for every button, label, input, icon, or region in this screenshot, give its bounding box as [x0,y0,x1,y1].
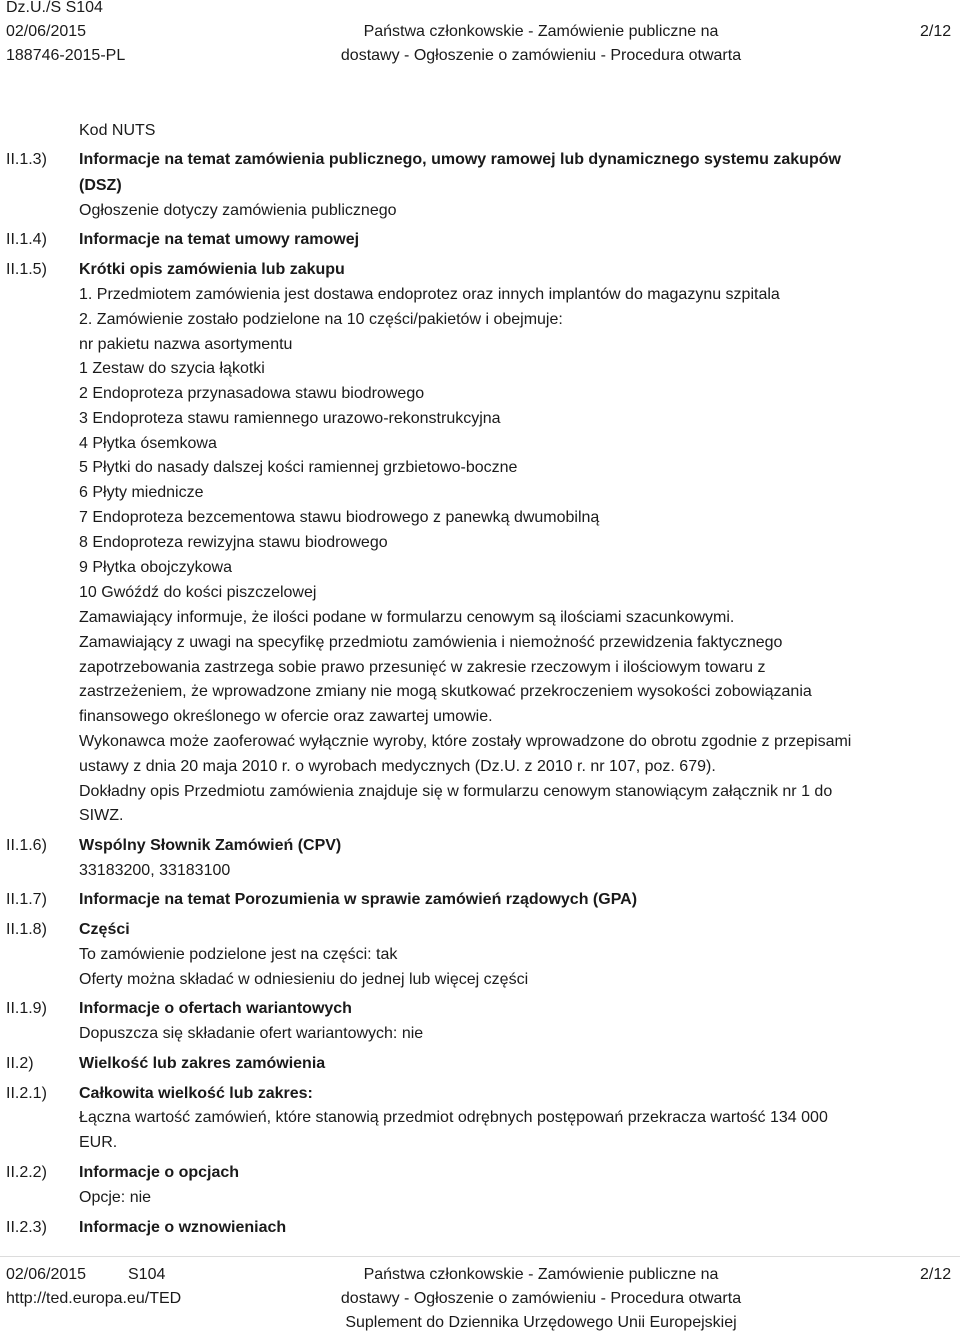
section-heading: Wielkość lub zakres zamówienia [79,1055,326,1072]
description-line: finansowego określonego w ofercie oraz zawartej umowie. [79,708,493,725]
section-heading: Krótki opis zamówienia lub zakupu [79,261,345,278]
description-line: Wykonawca może zaoferować wyłącznie wyroby, które zostały wprowadzone do obrotu zgodnie z przepisami [79,733,852,750]
section-heading: Informacje na temat zamówienia publicznego, umowy ramowej lub dynamicznego systemu zakupów [79,151,841,168]
header-title-line1: Państwa członkowskie - Zamówienie publiczne na [363,23,719,40]
description-line: Zamawiający z uwagi na specyfikę przedmiotu zamówienia i niemożność przewidzenia faktycznego [79,634,783,651]
section-heading: Informacje na temat umowy ramowej [79,231,360,248]
package-item: 4 Płytka ósemkowa [79,435,217,452]
description-line: Dokładny opis Przedmiotu zamówienia znajduje się w formularzu cenowym stanowiącym załącznik nr 1 do [79,783,833,800]
section-heading: Całkowita wielkość lub zakres: [79,1085,313,1102]
section-number: II.1.5) [6,261,47,278]
header-title-line2: dostawy - Ogłoszenie o zamówieniu - Procedura otwarta [340,47,742,64]
section-number: II.1.8) [6,921,47,938]
section-text: Ogłoszenie dotyczy zamówienia publicznego [79,202,397,219]
header-page-number: 2/12 [920,23,952,40]
section-text: Łączna wartość zamówień, które stanowią przedmiot odrębnych postępowań przekracza wartość 134 000 [79,1109,828,1126]
description-line: 1. Przedmiotem zamówienia jest dostawa endoprotez oraz innych implantów do magazynu szpitala [79,286,780,303]
section-number: II.1.4) [6,231,47,248]
section-number: II.2.2) [6,1164,47,1181]
section-text: EUR. [79,1134,118,1151]
notice-ref: 188746-2015-PL [6,47,126,64]
description-line: nr pakietu nazwa asortymentu [79,336,293,353]
footer-title-line1: Państwa członkowskie - Zamówienie publiczne na [363,1266,719,1283]
section-heading: Części [79,921,130,938]
description-line: Zamawiający informuje, że ilości podane w formularzu cenowym są ilościami szacunkowymi. [79,609,735,626]
section-number: II.2) [6,1055,34,1072]
footer-title-line3: Suplement do Dziennika Urzędowego Unii Europejskiej [345,1314,737,1331]
section-heading: Informacje o ofertach wariantowych [79,1000,352,1017]
section-number: II.2.3) [6,1219,47,1236]
description-line: 2. Zamówienie zostało podzielone na 10 części/pakietów i obejmuje: [79,311,563,328]
footer-date: 02/06/2015 [6,1266,87,1283]
package-item: 10 Gwóźdź do kości piszczelowej [79,584,317,601]
section-heading: (DSZ) [79,177,122,194]
package-item: 8 Endoproteza rewizyjna stawu biodrowego [79,534,388,551]
package-item: 1 Zestaw do szycia łąkotki [79,360,265,377]
journal-ref: Dz.U./S S104 [6,0,103,16]
section-text: Opcje: nie [79,1189,152,1206]
footer-page-number: 2/12 [920,1266,952,1283]
section-text: Oferty można składać w odniesieniu do jednej lub więcej części [79,971,529,988]
section-heading: Informacje o opcjach [79,1164,240,1181]
section-number: II.1.7) [6,891,47,908]
package-item: 9 Płytka obojczykowa [79,559,232,576]
section-number: II.1.6) [6,837,47,854]
cpv-codes: 33183200, 33183100 [79,862,231,879]
section-number: II.1.9) [6,1000,47,1017]
section-number: II.2.1) [6,1085,47,1102]
section-text: Dopuszcza się składanie ofert wariantowych: nie [79,1025,424,1042]
section-number: II.1.3) [6,151,47,168]
section-heading: Informacje na temat Porozumienia w sprawie zamówień rządowych (GPA) [79,891,638,908]
description-line: zastrzeżeniem, że wprowadzone zmiany nie mogą skutkować przekroczeniem wysokości zobowiązania [79,683,812,700]
package-item: 3 Endoproteza stawu ramiennego urazowo-rekonstrukcyjna [79,410,501,427]
package-item: 2 Endoproteza przynasadowa stawu biodrowego [79,385,425,402]
package-item: 7 Endoproteza bezcementowa stawu biodrowego z panewką dwumobilną [79,509,600,526]
footer-series: S104 [128,1266,166,1283]
section-text: To zamówienie podzielone jest na części: tak [79,946,398,963]
package-item: 6 Płyty miednicze [79,484,204,501]
footer-title-line2: dostawy - Ogłoszenie o zamówieniu - Procedura otwarta [340,1290,742,1307]
description-line: ustawy z dnia 20 maja 2010 r. o wyrobach medycznych (Dz.U. z 2010 r. nr 107, poz. 679). [79,758,716,775]
footer-divider [0,1256,960,1257]
section-heading: Wspólny Słownik Zamówień (CPV) [79,837,342,854]
header-date: 02/06/2015 [6,23,87,40]
description-line: SIWZ. [79,807,124,824]
section-heading: Informacje o wznowieniach [79,1219,287,1236]
description-line: zapotrzebowania zastrzega sobie prawo przesunięć w zakresie rzeczowym i ilościowym towaru z [79,659,766,676]
footer-url[interactable]: http://ted.europa.eu/TED [6,1290,182,1307]
package-item: 5 Płytki do nasady dalszej kości ramiennej grzbietowo-boczne [79,459,518,476]
nuts-label: Kod NUTS [79,122,156,139]
